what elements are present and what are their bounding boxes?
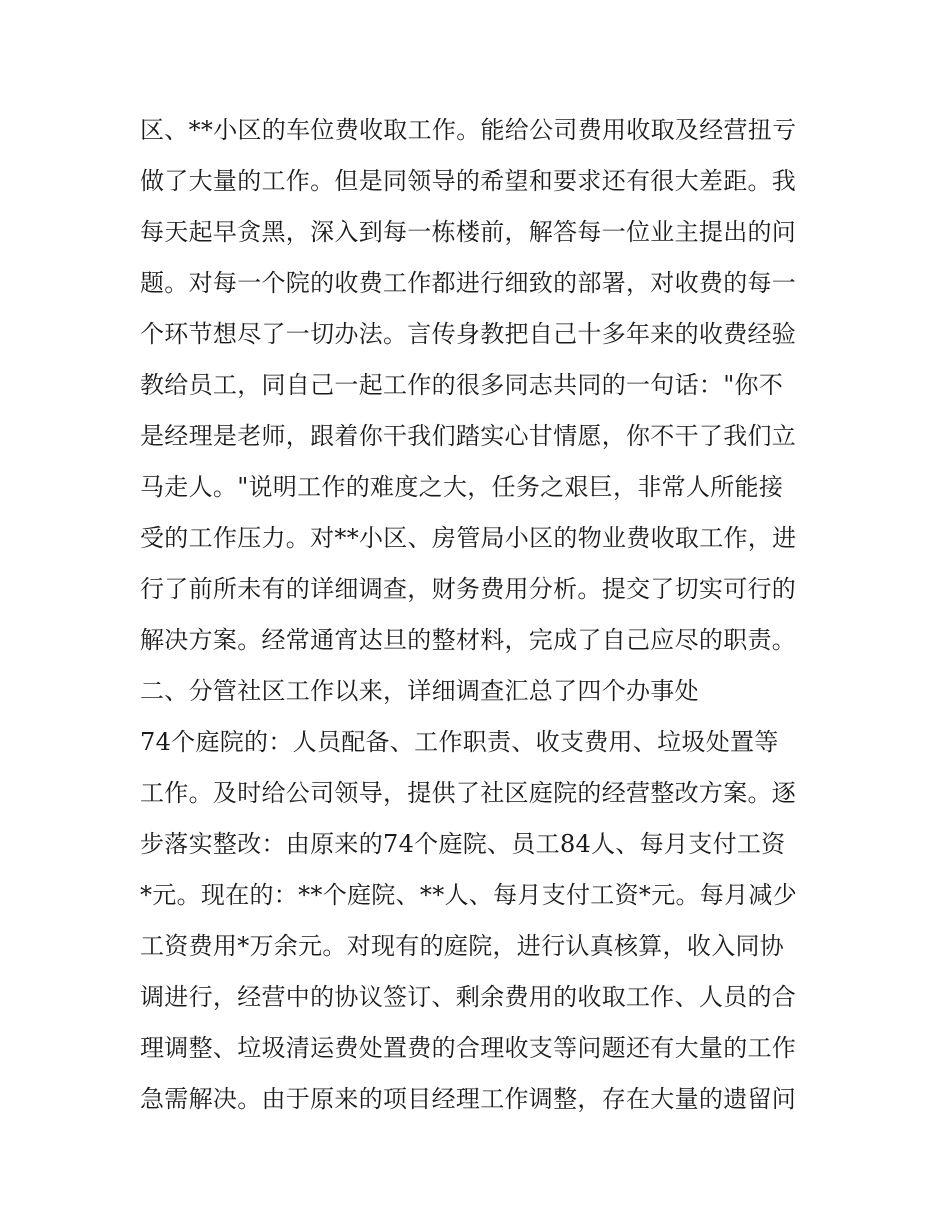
text-line: 行了前所未有的详细调查，财务费用分析。提交了切实可行的: [140, 575, 797, 603]
text-line: 区、**小区的车位费收取工作。能给公司费用收取及经营扭亏: [140, 116, 797, 144]
body-text: [140, 105, 830, 1125]
text-line: 工作。及时给公司领导，提供了社区庭院的经营整改方案。逐: [140, 779, 797, 807]
text-line: 马走人。"说明工作的难度之大，任务之艰巨，非常人所能接: [140, 473, 784, 501]
text-line: 题。对每一个院的收费工作都进行细致的部署，对收费的每一: [140, 269, 797, 297]
section-heading-line: 二、分管社区工作以来，详细调查汇总了四个办事处: [140, 677, 699, 705]
text-line: 调进行，经营中的协议签订、剩余费用的收取工作、人员的合: [140, 983, 797, 1011]
text-line: 步落实整改：由原来的74个庭院、员工84人、每月支付工资: [140, 830, 786, 858]
text-line: 急需解决。由于原来的项目经理工作调整，存在大量的遗留问: [140, 1085, 797, 1113]
text-line: 个环节想尽了一切办法。言传身教把自己十多年来的收费经验: [140, 320, 797, 348]
text-line: 工资费用*万余元。对现有的庭院，进行认真核算，收入同协: [140, 932, 785, 960]
text-line: 做了大量的工作。但是同领导的希望和要求还有很大差距。我: [140, 167, 797, 195]
text-line: 理调整、垃圾清运费处置费的合理收支等问题还有大量的工作: [140, 1034, 797, 1062]
text-line: 解决方案。经常通宵达旦的整材料，完成了自己应尽的职责。: [140, 626, 797, 654]
text-line: 受的工作压力。对**小区、房管局小区的物业费收取工作，进: [140, 524, 797, 552]
text-line: 每天起早贪黑，深入到每一栋楼前，解答每一位业主提出的问: [140, 218, 797, 246]
text-line: 是经理是老师，跟着你干我们踏实心甘情愿，你不干了我们立: [140, 422, 797, 450]
text-line: 74个庭院的：人员配备、工作职责、收支费用、垃圾处置等: [140, 728, 779, 756]
text-line: 教给员工，同自己一起工作的很多同志共同的一句话："你不: [140, 371, 784, 399]
text-line: *元。现在的：**个庭院、**人、每月支付工资*元。每月减少: [140, 881, 797, 909]
